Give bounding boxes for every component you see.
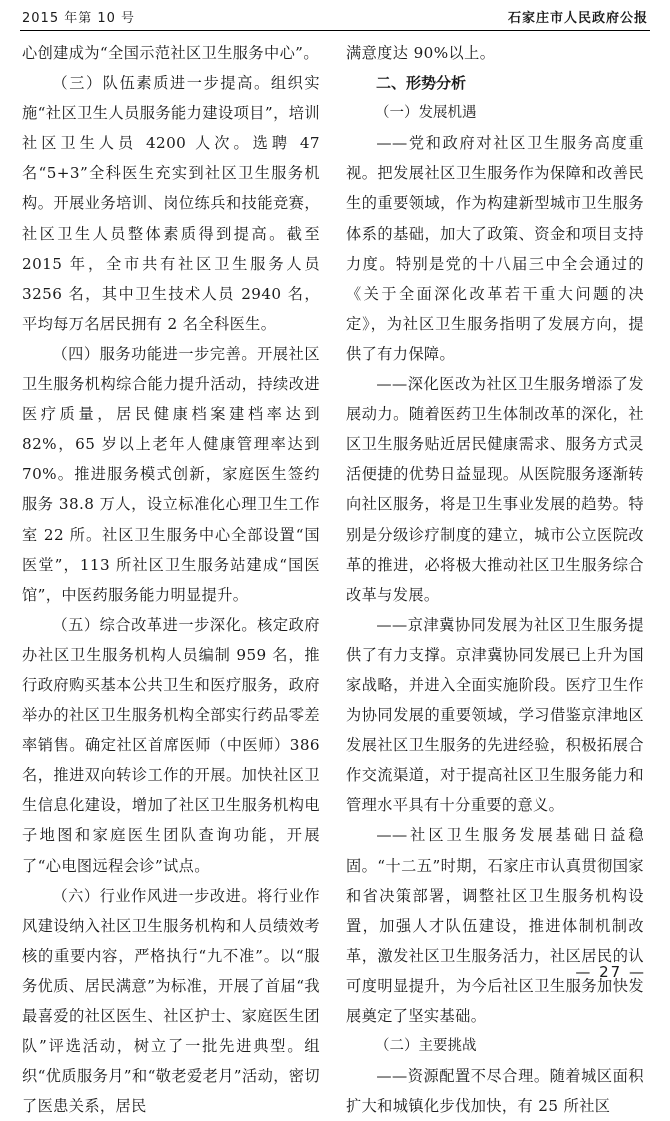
subsection-lead: （四）服务功能进一步完善。 [52, 344, 258, 363]
paragraph: ——资源配置不尽合理。随着城区面积扩大和城镇化步伐加快，有 25 所社区 [346, 1067, 644, 1116]
paragraph-body: 开展社区卫生服务机构综合能力提升活动，持续改进医疗质量，居民健康档案建档率达到 82%，65 岁以上老年人健康管理率达到 70%。推进服务模式创新，家庭医生签约服务 38.8 万人，设立标准化心理卫生工作室 22 所。社区卫生服务中心全部设置“国医堂”，113 所社区卫生服务站建成“国医馆”，中医药服务能力明显提升。 [22, 344, 320, 604]
subsection-lead: （三）队伍素质进一步提高。 [52, 74, 271, 93]
paragraph-body: 组织实施“社区卫生人员服务能力建设项目”，培训社区卫生人员 4200 人次。选聘 47 名“5+3”全科医生充实到社区卫生服务机构。开展业务培训、岗位练兵和技能竞赛，社区卫生人员整体素质得到提高。截至 2015 年，全市共有社区卫生服务人员 3256 名，其中卫生技术人员 2940 名，平均每万名居民拥有 2 名全科医生。 [22, 74, 321, 333]
paragraph: 满意度达 90%以上。 [346, 44, 496, 62]
paragraph: ——京津冀协同发展为社区卫生服务提供了有力支撑。京津冀协同发展已上升为国家战略，并进入全面实施阶段。医疗卫生作为协同发展的重要领域，学习借鉴京津地区发展社区卫生服务的先进经验，积极拓展合作交流渠道，对于提高社区卫生服务能力和管理水平具有十分重要的意义。 [346, 615, 644, 815]
page-header [20, 0, 650, 31]
subsection-heading: （二）主要挑战 [375, 1038, 477, 1055]
section-heading: 二、形势分析 [376, 74, 467, 93]
paragraph-body: 将行业作风建设纳入社区卫生服务机构和人员绩效考核的重要内容，严格执行“九不准”。以“服务优质、居民满意”为标准，开展了首届“我最喜爱的社区医生、社区护士、家庭医生团队”评选活动，树立了一批先进典型。组织“优质服务月”和“敬老爱老月”活动，密切了医患关系，居民 [22, 886, 320, 1116]
paragraph [22, 610, 320, 881]
left-column [22, 38, 321, 1116]
paragraph [22, 339, 320, 610]
paragraph: ——深化医改为社区卫生服务增添了发展动力。随着医药卫生体制改革的深化，社区卫生服务贴近居民健康需求、服务方式灵活便捷的优势日益显现。从医院服务逐渐转向社区服务，将是卫生事业发展的趋势。特别是分级诊疗制度的建立，城市公立医院改革的推进，必将极大推动社区卫生服务综合改革与发展。 [346, 375, 644, 604]
paragraph: 心创建成为“全国示范社区卫生服务中心”。 [22, 44, 319, 62]
subsection-lead: （五）综合改革进一步深化。 [52, 615, 258, 634]
paragraph: ——党和政府对社区卫生服务高度重视。把发展社区卫生服务作为保障和改善民生的重要领域，作为构建新型城市卫生服务体系的基础，加大了政策、资金和项目支持力度。特别是党的十八届三中全会通过的《关于全面深化改革若干重大问题的决定》，为社区卫生服务指明了发展方向，提供了有力保障。 [346, 134, 644, 363]
paragraph [22, 881, 320, 1121]
issue-label: 2015 年第 10 号 [22, 11, 136, 26]
publication-title: 石家庄市人民政府公报 [507, 11, 648, 26]
paragraph-body: 核定政府办社区卫生服务机构人员编制 959 名，推行政府购买基本公共卫生和医疗服务，政府举办的社区卫生服务机构全部实行药品零差率销售。确定社区首席医师（中医师）386 名，推进双向转诊工作的开展。加快社区卫生信息化建设，增加了社区卫生服务机构电子地图和家庭医生团队查询功能，开展了“心电图远程会诊”试点。 [22, 615, 320, 875]
subsection-lead: （六）行业作风进一步改进。 [52, 886, 258, 905]
subsection-heading: （一）发展机遇 [375, 105, 477, 122]
page-number: — 27 — [575, 963, 646, 981]
paragraph: ——社区卫生服务发展基础日益稳固。“十二五”时期，石家庄市认真贯彻国家和省决策部署，调整社区卫生服务机构设置，加强人才队伍建设，推进体制机制改革，激发社区卫生服务活力，社区居民的认可度明显提升，为今后社区卫生服务加快发展奠定了坚实基础。 [346, 826, 644, 1025]
paragraph [22, 68, 320, 339]
